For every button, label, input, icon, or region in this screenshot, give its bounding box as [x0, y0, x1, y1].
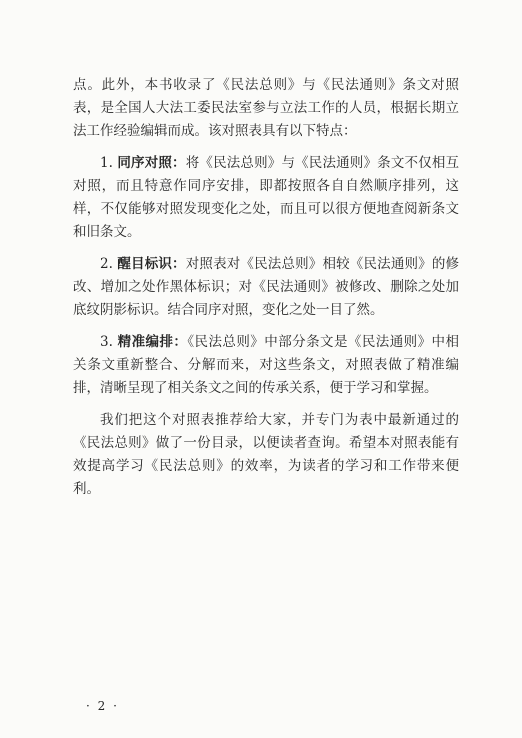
feature-item-2-text: 对照表对《民法总则》相较《民法通则》的修改、增加之处作黑体标识；对《民法通则》被修改、删除之处加底纹阴影标识。结合同序对照，变化之处一目了然。: [73, 256, 460, 318]
closing-paragraph: 我们把这个对照表推荐给大家，并专门为表中最新通过的《民法总则》做了一份目录，以便读者查询。希望本对照表能有效提高学习《民法总则》的效率，为读者的学习和工作带来便利。: [73, 412, 459, 497]
intro-paragraph: 点。此外，本书收录了《民法总则》与《民法通则》条文对照表，是全国人大法工委民法室参与立法工作的人员，根据长期立法工作经验编辑而成。该对照表具有以下特点：: [73, 77, 459, 139]
feature-item-1-term: 同序对照：: [117, 155, 186, 171]
feature-item-1: [73, 152, 459, 244]
feature-item-1-number: 1.: [100, 155, 113, 171]
feature-item-2-number: 2.: [100, 256, 113, 272]
page-number: · 2 ·: [86, 699, 119, 713]
feature-item-3-text: 《民法总则》中部分条文是《民法通则》中相关条文重新整合、分解而来，对这些条文，对照表做了精准编排，清晰呈现了相关条文之间的传承关系，便于学习和掌握。: [73, 334, 460, 396]
body-text: [73, 74, 459, 510]
feature-item-2-term: 醒目标识：: [117, 256, 186, 272]
feature-item-1-text: 将《民法总则》与《民法通则》条文不仅相互对照，而且特意作同序安排，即都按照各自自然顺序排列，这样，不仅能够对照发现变化之处，而且可以很方便地查阅新条文和旧条文。: [73, 155, 460, 240]
feature-item-3-number: 3.: [100, 334, 113, 350]
feature-item-2: [73, 253, 459, 322]
feature-item-3-term: 精准编排：: [117, 334, 188, 350]
feature-item-3: [73, 331, 459, 400]
